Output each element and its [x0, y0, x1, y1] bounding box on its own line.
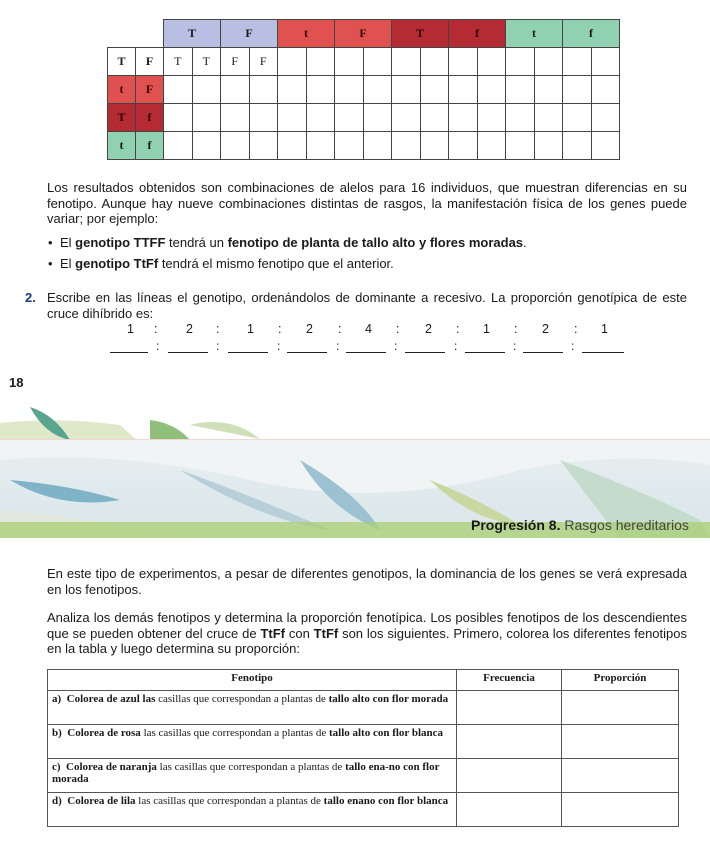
section-header: [471, 517, 689, 533]
corner-blank: [108, 20, 136, 48]
answer-blank[interactable]: [110, 352, 148, 353]
grid-cell[interactable]: [249, 76, 278, 104]
answer-blank[interactable]: [405, 352, 445, 353]
grid-cell[interactable]: [534, 132, 563, 160]
grid-cell[interactable]: [591, 132, 620, 160]
section-title: Progresión 8.: [471, 517, 561, 533]
grid-cell[interactable]: [363, 76, 392, 104]
ratio-colon: :: [216, 322, 220, 336]
grid-cell[interactable]: [449, 104, 478, 132]
punnett-square: [107, 19, 620, 160]
answer-blank[interactable]: [465, 352, 505, 353]
blank-colon: :: [156, 339, 160, 353]
grid-cell[interactable]: [363, 48, 392, 76]
answer-blank[interactable]: [523, 352, 563, 353]
ratio-colon: :: [154, 322, 158, 336]
grid-cell[interactable]: [563, 76, 592, 104]
question-number: 2.: [25, 290, 36, 305]
grid-cell[interactable]: [392, 48, 421, 76]
grid-cell[interactable]: [221, 104, 250, 132]
grid-cell[interactable]: [591, 76, 620, 104]
grid-cell[interactable]: F: [249, 48, 278, 76]
grid-cell[interactable]: [591, 104, 620, 132]
proportion-b[interactable]: [562, 725, 679, 759]
phenotype-table: [47, 669, 679, 827]
top-allele: t: [506, 20, 563, 48]
grid-cell[interactable]: [477, 48, 506, 76]
left-allele: f: [136, 132, 164, 160]
bullet-genotype-ttff-2: • El genotipo TtFf tendrá el mismo fenotipo que el anterior.: [60, 256, 394, 271]
grid-cell[interactable]: [534, 104, 563, 132]
header-phenotype: Fenotipo: [48, 670, 457, 691]
ratio-value: 2: [425, 322, 432, 336]
grid-cell[interactable]: [506, 76, 535, 104]
grid-cell[interactable]: [164, 132, 193, 160]
grid-cell[interactable]: [278, 132, 307, 160]
left-allele: t: [108, 76, 136, 104]
ratio-value: 1: [601, 322, 608, 336]
top-allele: F: [335, 20, 392, 48]
ratio-value: 1: [127, 322, 134, 336]
blank-colon: :: [394, 339, 398, 353]
grid-cell[interactable]: [335, 132, 364, 160]
phenotype-d: d) Colorea de lila las casillas que correspondan a plantas de tallo enano con flor blanca: [48, 793, 457, 827]
ratio-colon: :: [574, 322, 578, 336]
grid-cell[interactable]: [192, 132, 221, 160]
grid-cell[interactable]: [563, 48, 592, 76]
left-allele: T: [108, 48, 136, 76]
grid-cell[interactable]: [449, 76, 478, 104]
grid-cell[interactable]: [477, 104, 506, 132]
ratio-value: 2: [306, 322, 313, 336]
grid-cell[interactable]: [335, 76, 364, 104]
ratio-colon: :: [456, 322, 460, 336]
grid-cell[interactable]: [278, 76, 307, 104]
top-allele: f: [449, 20, 506, 48]
blank-colon: :: [571, 339, 575, 353]
answer-blank[interactable]: [228, 352, 268, 353]
grid-cell[interactable]: F: [221, 48, 250, 76]
top-allele: t: [278, 20, 335, 48]
grid-cell[interactable]: [164, 76, 193, 104]
proportion-d[interactable]: [562, 793, 679, 827]
leaf-decoration-footer: [0, 395, 710, 445]
header-proportion: Proporción: [562, 670, 679, 691]
paragraph-dominance: En este tipo de experimentos, a pesar de diferentes genotipos, la dominancia de los genes se verá expresada en los fenotipos.: [47, 566, 687, 597]
left-allele: F: [136, 76, 164, 104]
ratio-value: 1: [247, 322, 254, 336]
grid-cell[interactable]: [477, 76, 506, 104]
answer-blank[interactable]: [346, 352, 386, 353]
grid-cell[interactable]: [249, 132, 278, 160]
grid-cell[interactable]: [363, 132, 392, 160]
proportion-a[interactable]: [562, 691, 679, 725]
grid-cell[interactable]: [306, 48, 335, 76]
left-allele: T: [108, 104, 136, 132]
grid-cell[interactable]: [506, 104, 535, 132]
grid-cell[interactable]: [306, 104, 335, 132]
frequency-c[interactable]: [457, 759, 562, 793]
frequency-d[interactable]: [457, 793, 562, 827]
frequency-b[interactable]: [457, 725, 562, 759]
grid-cell[interactable]: [420, 76, 449, 104]
phenotype-a: a) Colorea de azul las casillas que correspondan a plantas de tallo alto con flor morada: [48, 691, 457, 725]
grid-cell[interactable]: [420, 48, 449, 76]
grid-cell[interactable]: T: [164, 48, 193, 76]
ratio-value: 1: [483, 322, 490, 336]
grid-cell[interactable]: [449, 48, 478, 76]
grid-cell[interactable]: [221, 132, 250, 160]
top-allele: F: [221, 20, 278, 48]
grid-cell[interactable]: [221, 76, 250, 104]
grid-cell[interactable]: [534, 76, 563, 104]
top-allele: f: [563, 20, 620, 48]
grid-cell[interactable]: [335, 48, 364, 76]
grid-cell[interactable]: T: [192, 48, 221, 76]
question-text: Escribe en las líneas el genotipo, ordenándolos de dominante a recesivo. La proporción genotípica de este cruce dihíbrido es:: [47, 290, 687, 321]
ratio-value: 2: [186, 322, 193, 336]
grid-cell[interactable]: [420, 132, 449, 160]
ratio-colon: :: [338, 322, 342, 336]
ratio-colon: :: [514, 322, 518, 336]
phenotype-c: c) Colorea de naranja las casillas que correspondan a plantas de tallo ena-no con flor morada: [48, 759, 457, 793]
grid-cell[interactable]: [306, 76, 335, 104]
grid-cell[interactable]: [192, 104, 221, 132]
top-allele: T: [392, 20, 449, 48]
frequency-a[interactable]: [457, 691, 562, 725]
page-number: 18: [9, 375, 24, 390]
answer-blank[interactable]: [287, 352, 327, 353]
grid-cell[interactable]: [506, 48, 535, 76]
top-allele: T: [164, 20, 221, 48]
left-allele: t: [108, 132, 136, 160]
ratio-value: 4: [365, 322, 372, 336]
grid-cell[interactable]: [278, 48, 307, 76]
corner-blank: [136, 20, 164, 48]
ratio-value: 2: [542, 322, 549, 336]
grid-cell[interactable]: [306, 132, 335, 160]
grid-cell[interactable]: [449, 132, 478, 160]
blank-colon: :: [336, 339, 340, 353]
grid-cell[interactable]: [563, 132, 592, 160]
blank-colon: :: [277, 339, 281, 353]
grid-cell[interactable]: [392, 76, 421, 104]
grid-cell[interactable]: [164, 104, 193, 132]
grid-cell[interactable]: [335, 104, 364, 132]
grid-cell[interactable]: [534, 48, 563, 76]
answer-blank[interactable]: [582, 352, 624, 353]
header-frequency: Frecuencia: [457, 670, 562, 691]
grid-cell[interactable]: [249, 104, 278, 132]
grid-cell[interactable]: [192, 76, 221, 104]
ratio-colon: :: [278, 322, 282, 336]
blank-colon: :: [216, 339, 220, 353]
proportion-c[interactable]: [562, 759, 679, 793]
paragraph-instructions: Analiza los demás fenotipos y determina la proporción fenotípica. Los posibles fenotipos de los descendientes que se pueden obtener del cruce de TtFf con TtFf son los siguientes. Primero, colorea los diferentes fenotipos en la tabla y luego determina su proporción:: [47, 610, 687, 656]
intro-paragraph: Los resultados obtenidos son combinaciones de alelos para 16 individuos, que muestran diferencias en su fenotipo. Aunque hay nueve combinaciones distintas de rasgos, la manifestación física de los genes puede variar; por ejemplo:: [47, 180, 687, 226]
left-allele: F: [136, 48, 164, 76]
grid-cell[interactable]: [563, 104, 592, 132]
grid-cell[interactable]: [363, 104, 392, 132]
grid-cell[interactable]: [392, 104, 421, 132]
grid-cell[interactable]: [591, 48, 620, 76]
grid-cell[interactable]: [506, 132, 535, 160]
grid-cell[interactable]: [477, 132, 506, 160]
grid-cell[interactable]: [278, 104, 307, 132]
grid-cell[interactable]: [392, 132, 421, 160]
grid-cell[interactable]: [420, 104, 449, 132]
section-subtitle: Rasgos hereditarios: [560, 517, 689, 533]
ratio-colon: :: [396, 322, 400, 336]
answer-blank[interactable]: [168, 352, 208, 353]
bullet-genotype-ttff: • El genotipo TTFF tendrá un fenotipo de planta de tallo alto y flores moradas.: [60, 235, 527, 250]
phenotype-b: b) Colorea de rosa las casillas que correspondan a plantas de tallo alto con flor blanca: [48, 725, 457, 759]
blank-colon: :: [513, 339, 517, 353]
left-allele: f: [136, 104, 164, 132]
blank-colon: :: [454, 339, 458, 353]
